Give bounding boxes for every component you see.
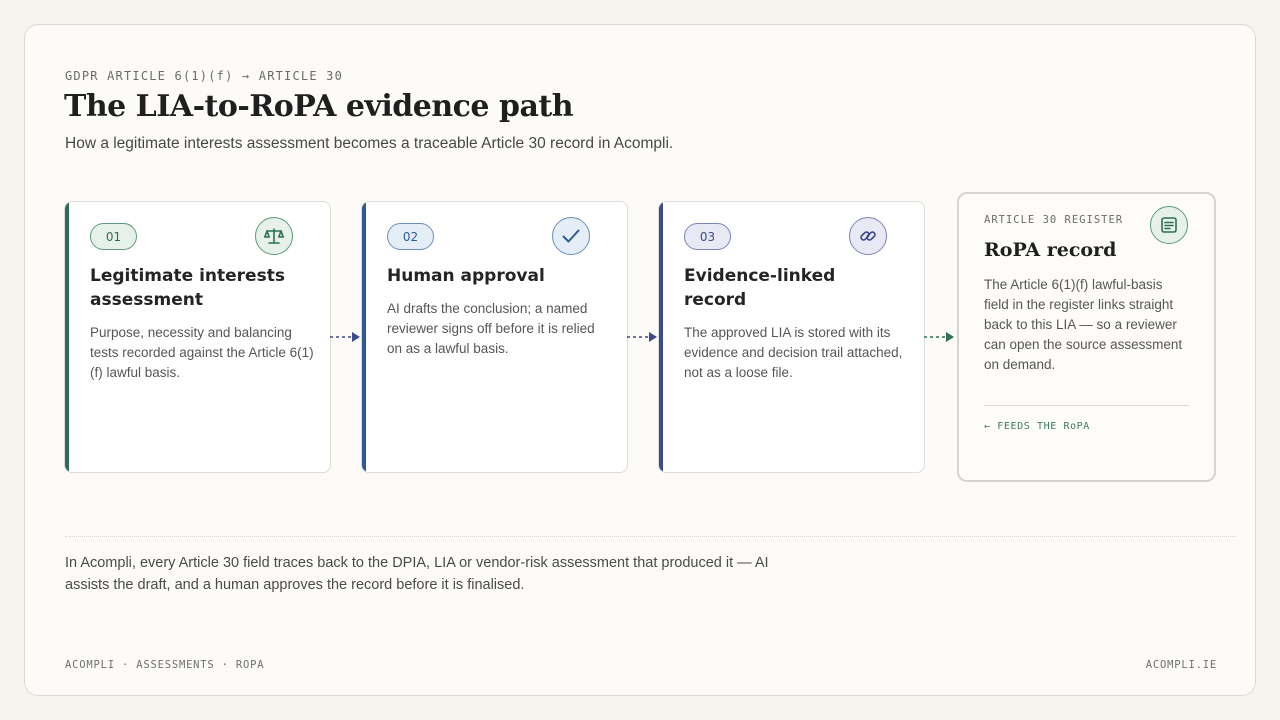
page-title: The LIA-to-RoPA evidence path [64, 89, 574, 124]
check-icon [552, 217, 590, 255]
step-title: Evidence-linked record [684, 266, 836, 310]
slide-frame [24, 24, 1256, 696]
flow-arrow-2 [626, 327, 658, 347]
step-number-badge: 02 [387, 223, 434, 250]
step-description: AI drafts the conclusion; a named reviewer signs off before it is relied on as a lawful basis. [387, 301, 595, 356]
step-title: Human approval [387, 266, 545, 286]
step-card-evidence [658, 201, 925, 473]
link-icon [849, 217, 887, 255]
scales-icon [255, 217, 293, 255]
record-description: The Article 6(1)(f) lawful-basis field in the register links straight back to this LIA — so a reviewer can open the source assessment on demand. [984, 277, 1183, 372]
footer-breadcrumb: ACOMPLI · ASSESSMENTS · ROPA [65, 659, 265, 671]
footer-note: In Acompli, every Article 30 field traces back to the DPIA, LIA or vendor-risk assessment that produced it — AI assists the draft, and a human approves the record before it is finalised. [65, 555, 769, 593]
footer-site: ACOMPLI.IE [1145, 659, 1217, 671]
step-title: Legitimate interests assessment [90, 266, 285, 310]
section-divider [65, 536, 1235, 537]
step-description: Purpose, necessity and balancing tests recorded against the Article 6(1)(f) lawful basis. [90, 325, 314, 380]
step-card-approval [361, 201, 628, 473]
page-subtitle: How a legitimate interests assessment becomes a traceable Article 30 record in Acompli. [65, 135, 674, 152]
step-card-lia [64, 201, 331, 473]
eyebrow: GDPR ARTICLE 6(1)(f) → ARTICLE 30 [65, 69, 344, 83]
card-accent-bar [362, 202, 366, 472]
flow-arrow-3 [923, 327, 955, 347]
feeds-ropa-label: ← FEEDS THE RoPA [984, 421, 1090, 432]
flow-arrow-1 [329, 327, 361, 347]
step-number-badge: 03 [684, 223, 731, 250]
record-label: ARTICLE 30 REGISTER [984, 214, 1124, 226]
card-accent-bar [659, 202, 663, 472]
record-divider [984, 405, 1189, 406]
ropa-record-card [957, 192, 1216, 482]
step-description: The approved LIA is stored with its evidence and decision trail attached, not as a loose file. [684, 325, 903, 380]
document-icon [1150, 206, 1188, 244]
card-accent-bar [65, 202, 69, 472]
step-number-badge: 01 [90, 223, 137, 250]
record-title: RoPA record [984, 239, 1117, 261]
